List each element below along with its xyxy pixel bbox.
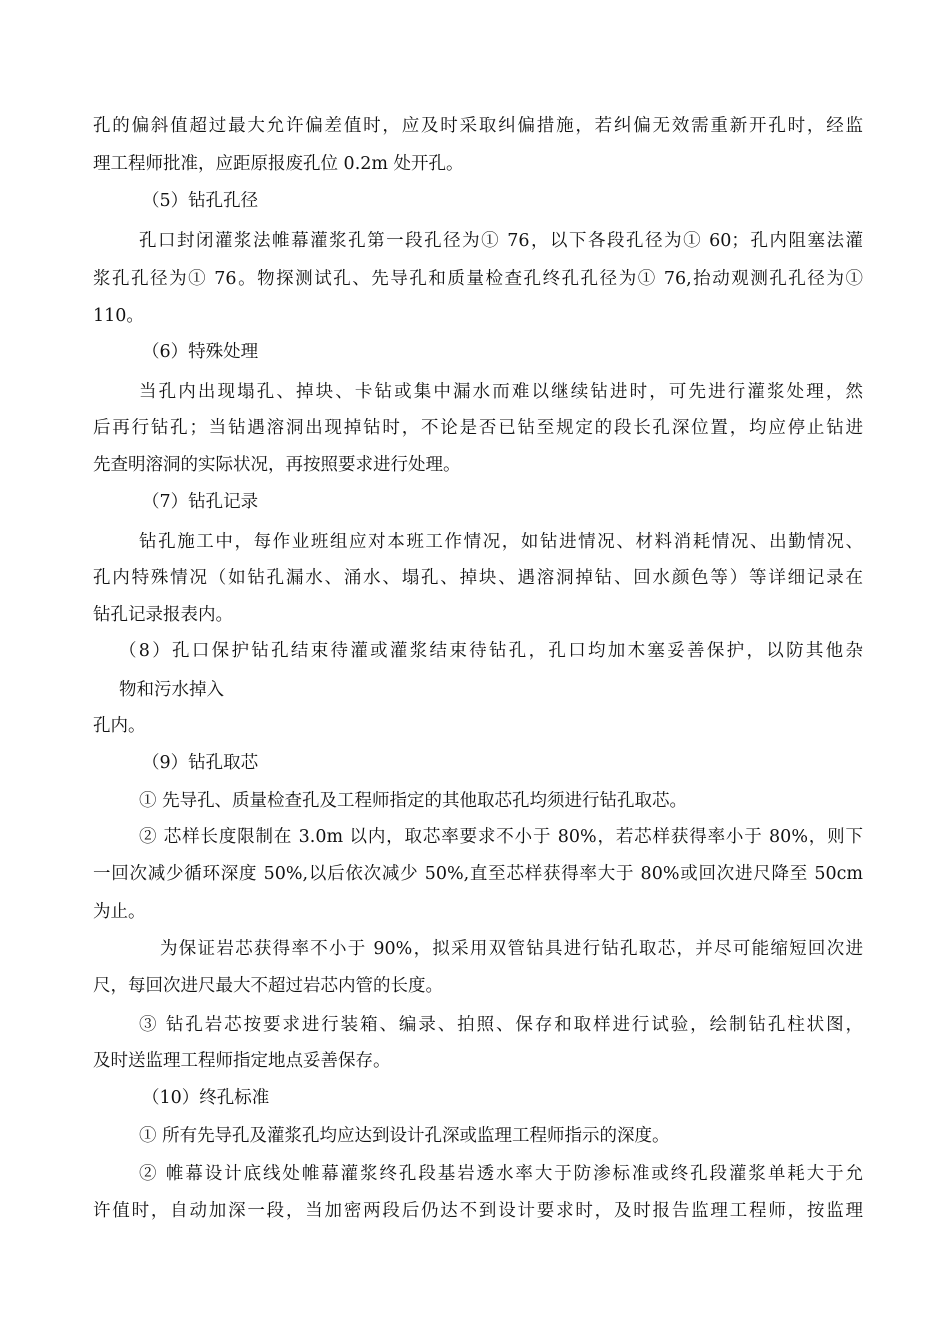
paragraph-line: 许值时，自动加深一段，当加密两段后仍达不到设计要求时，及时报告监理工程师，按监理	[93, 1201, 863, 1221]
section-heading: （9）钻孔取芯	[142, 753, 259, 773]
list-item: ① 所有先导孔及灌浆孔均应达到设计孔深或监理工程师指示的深度。	[139, 1126, 670, 1146]
paragraph-line: 孔的偏斜值超过最大允许偏差值时，应及时采取纠偏措施，若纠偏无效需重新开孔时，经监	[93, 116, 863, 136]
section-heading: （5）钻孔孔径	[142, 191, 259, 211]
paragraph-line: 浆孔孔径为① 76。物探测试孔、先导孔和质量检查孔终孔孔径为① 76,抬动观测孔孔径为①	[93, 269, 863, 289]
paragraph-line: （8）孔口保护钻孔结束待灌或灌浆结束待钻孔，孔口均加木塞妥善保护，以防其他杂	[119, 641, 863, 661]
list-item: ② 芯样长度限制在 3.0m 以内，取芯率要求不小于 80%，若芯样获得率小于 80%，则下	[139, 827, 863, 847]
section-heading: （6）特殊处理	[142, 342, 259, 362]
list-item: ① 先导孔、质量检查孔及工程师指定的其他取芯孔均须进行钻孔取芯。	[139, 791, 688, 811]
paragraph-line: 钻孔记录报表内。	[93, 605, 233, 625]
list-item: ③ 钻孔岩芯按要求进行装箱、编录、拍照、保存和取样进行试验，绘制钻孔柱状图，	[139, 1015, 863, 1035]
paragraph-line: 为保证岩芯获得率不小于 90%，拟采用双管钻具进行钻孔取芯，并尽可能缩短回次进	[160, 939, 863, 959]
paragraph-line: 孔内。	[93, 716, 146, 736]
paragraph-line: 一回次减少循环深度 50%,以后依次减少 50%,直至芯样获得率大于 80%或回次进尺降至 50cm	[93, 864, 863, 884]
paragraph-line: 理工程师批准，应距原报废孔位 0.2m 处开孔。	[93, 154, 464, 174]
paragraph-line: 尺，每回次进尺最大不超过岩芯内管的长度。	[93, 976, 443, 996]
list-item: ② 帷幕设计底线处帷幕灌浆终孔段基岩透水率大于防渗标准或终孔段灌浆单耗大于允	[139, 1164, 863, 1184]
paragraph-line: 孔内特殊情况（如钻孔漏水、涌水、塌孔、掉块、遇溶洞掉钻、回水颜色等）等详细记录在	[93, 568, 863, 588]
paragraph-line: 钻孔施工中，每作业班组应对本班工作情况，如钻进情况、材料消耗情况、出勤情况、	[139, 532, 863, 552]
paragraph-line: 先查明溶洞的实际状况，再按照要求进行处理。	[93, 455, 461, 475]
paragraph-line: 当孔内出现塌孔、掉块、卡钻或集中漏水而难以继续钻进时，可先进行灌浆处理，然	[139, 382, 863, 402]
paragraph-line: 孔口封闭灌浆法帷幕灌浆孔第一段孔径为① 76，以下各段孔径为① 60；孔内阻塞法灌	[139, 231, 863, 251]
paragraph-line: 为止。	[93, 902, 146, 922]
paragraph-line: 及时送监理工程师指定地点妥善保存。	[93, 1051, 391, 1071]
section-heading: （10）终孔标准	[142, 1088, 270, 1108]
section-heading: （7）钻孔记录	[142, 492, 259, 512]
paragraph-line: 物和污水掉入	[119, 680, 224, 700]
paragraph-line: 后再行钻孔；当钻遇溶洞出现掉钻时，不论是否已钻至规定的段长孔深位置，均应停止钻进	[93, 418, 863, 438]
paragraph-line: 110。	[93, 306, 144, 326]
